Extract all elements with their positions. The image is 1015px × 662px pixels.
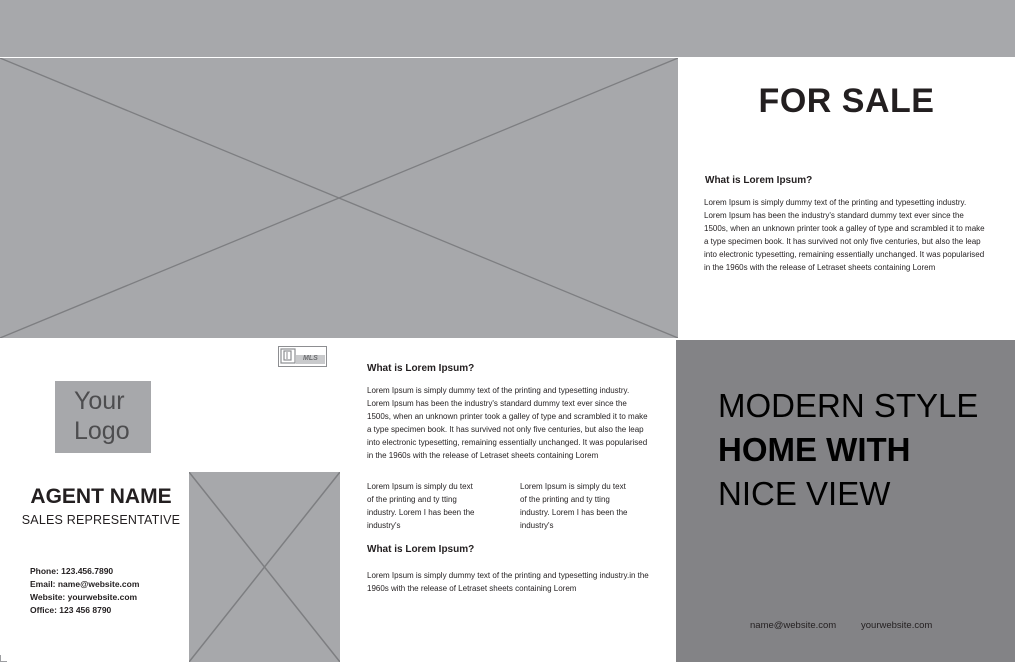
section-heading: What is Lorem Ipsum? — [367, 363, 475, 374]
section-paragraph: Lorem Ipsum is simply dummy text of the printing and typesetting industry. Lorem Ipsum has been the industry's standard dummy text ever since the 1500s, when an unknown printer took a galley of type and scrambled it to make a type specimen book. It has survived not only five centuries, but also the leap into electronic typesetting, remaining essentially unchanged. It was popularised in the 1960s with the release of Letraset sheets containing Lorem — [704, 198, 985, 272]
logo-line: Your — [74, 387, 125, 415]
headline-line-bold: HOME WITH — [718, 431, 911, 468]
placeholder-image-icon — [0, 58, 678, 338]
office-line: Office: 123 456 8790 — [30, 605, 112, 615]
section-paragraph: Lorem Ipsum is simply dummy text of the printing and typesetting industry.in the 1960s with the release of Letraset sheets containing Lorem — [367, 571, 649, 593]
top-band — [0, 0, 1015, 57]
placeholder-image-icon — [189, 472, 340, 662]
website-line: Website: yourwebsite.com — [30, 592, 138, 602]
logo-line: Logo — [74, 417, 130, 445]
headline-line: NICE VIEW — [718, 475, 891, 512]
footer-email: name@website.com — [750, 620, 837, 631]
crop-mark — [0, 655, 7, 662]
hero-image-placeholder — [0, 58, 678, 338]
footer-website: yourwebsite.com — [861, 620, 933, 631]
text-column: Lorem Ipsum is simply du text of the printing and ty tting industry. Lorem I has been the industry's — [520, 482, 628, 530]
agent-name: AGENT NAME — [30, 485, 172, 508]
email-line: Email: name@website.com — [30, 579, 140, 589]
for-sale-title: FOR SALE — [758, 82, 935, 120]
headline — [718, 384, 978, 516]
small-image-placeholder — [189, 472, 340, 662]
mls-text: MLS — [303, 355, 318, 362]
section-heading: What is Lorem Ipsum? — [705, 175, 813, 186]
section-paragraph: Lorem Ipsum is simply dummy text of the printing and typesetting industry. Lorem Ipsum has been the industry's standard dummy text ever since the 1500s, when an unknown printer took a galley of type and scrambled it to make a type specimen book. It has survived not only five centuries, but also the leap into electronic typesetting, remaining essentially unchanged. It was popularised in the 1960s with the release of Letraset sheets containing Lorem — [367, 386, 648, 460]
phone-line: Phone: 123.456.7890 — [30, 566, 114, 576]
headline-line: MODERN STYLE — [718, 387, 979, 424]
section-heading: What is Lorem Ipsum? — [367, 544, 475, 555]
text-column: Lorem Ipsum is simply du text of the printing and ty tting industry. Lorem I has been the industry's — [367, 482, 475, 530]
contact-info — [30, 565, 139, 617]
your-logo-placeholder — [55, 381, 151, 453]
realtor-logo-icon — [278, 346, 327, 367]
agent-title: SALES REPRESENTATIVE — [21, 513, 181, 527]
